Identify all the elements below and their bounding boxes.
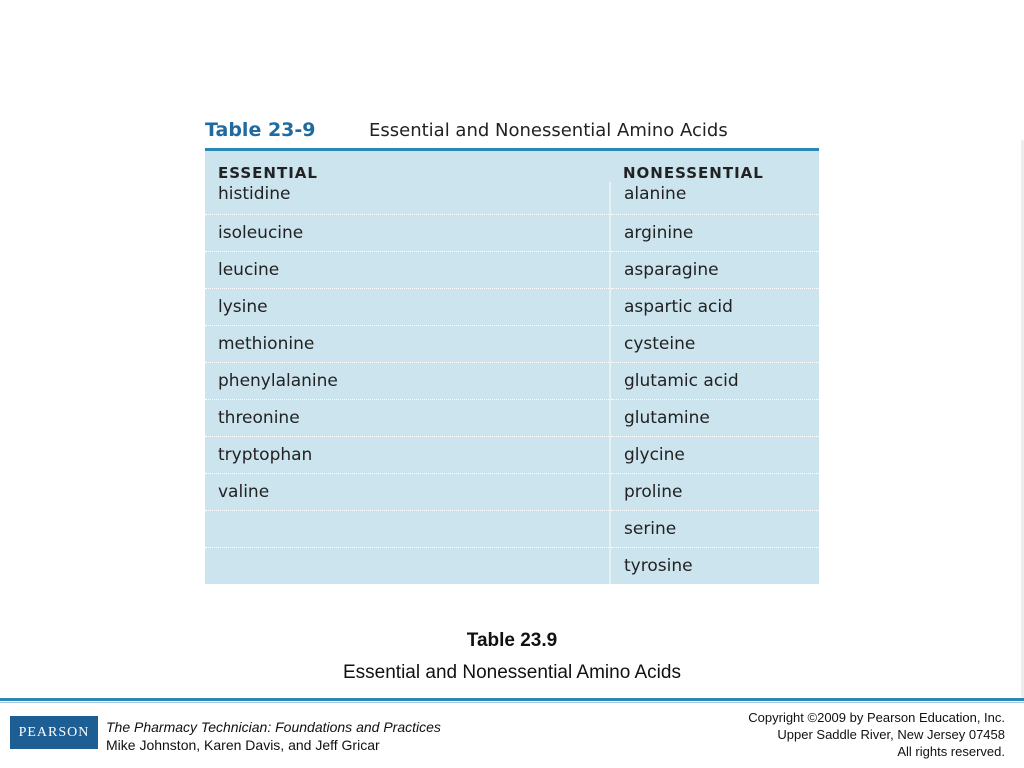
rights-reserved: All rights reserved. (897, 744, 1005, 759)
table-row (205, 511, 819, 548)
copyright-block (748, 709, 1005, 760)
table-row (205, 289, 819, 326)
essential-cell: leucine (205, 252, 610, 289)
caption-title: Essential and Nonessential Amino Acids (343, 662, 681, 683)
essential-cell: lysine (205, 289, 610, 326)
table-header-row (205, 151, 819, 182)
table-number: Table 23-9 (205, 119, 316, 141)
amino-acid-table (205, 151, 819, 584)
book-info (106, 718, 441, 754)
nonessential-cell: asparagine (610, 252, 819, 289)
essential-cell (205, 548, 610, 585)
nonessential-cell: glycine (610, 437, 819, 474)
essential-cell: threonine (205, 400, 610, 437)
table-row (205, 363, 819, 400)
nonessential-cell: serine (610, 511, 819, 548)
nonessential-cell: arginine (610, 215, 819, 252)
table-row (205, 215, 819, 252)
table-title: Essential and Nonessential Amino Acids (369, 120, 728, 141)
table-row (205, 474, 819, 511)
nonessential-cell: proline (610, 474, 819, 511)
essential-cell: valine (205, 474, 610, 511)
book-title: The Pharmacy Technician: Foundations and Practices (106, 719, 441, 735)
nonessential-cell: alanine (610, 182, 819, 215)
essential-cell: phenylalanine (205, 363, 610, 400)
essential-cell: isoleucine (205, 215, 610, 252)
table-row (205, 182, 819, 215)
table-row (205, 252, 819, 289)
essential-cell: histidine (205, 182, 610, 215)
header-nonessential: NONESSENTIAL (623, 164, 764, 182)
table-row (205, 548, 819, 585)
nonessential-cell: glutamic acid (610, 363, 819, 400)
footer-rule-thin (0, 702, 1024, 703)
table-row (205, 437, 819, 474)
book-authors: Mike Johnston, Karen Davis, and Jeff Gricar (106, 737, 380, 753)
caption-number: Table 23.9 (466, 630, 558, 651)
essential-cell: methionine (205, 326, 610, 363)
nonessential-cell: glutamine (610, 400, 819, 437)
publisher-address: Upper Saddle River, New Jersey 07458 (777, 727, 1005, 742)
table-row (205, 400, 819, 437)
pearson-logo: PEARSON (10, 716, 98, 749)
essential-cell: tryptophan (205, 437, 610, 474)
nonessential-cell: tyrosine (624, 556, 693, 576)
nonessential-cell: aspartic acid (610, 289, 819, 326)
footer-rule (0, 698, 1024, 701)
nonessential-cell: cysteine (610, 326, 819, 363)
header-essential: ESSENTIAL (218, 164, 318, 182)
essential-cell (205, 511, 610, 548)
table-row (205, 326, 819, 363)
table-heading (205, 112, 819, 146)
amino-acid-table-block (205, 112, 819, 584)
copyright-line: Copyright ©2009 by Pearson Education, Inc. (748, 710, 1005, 725)
